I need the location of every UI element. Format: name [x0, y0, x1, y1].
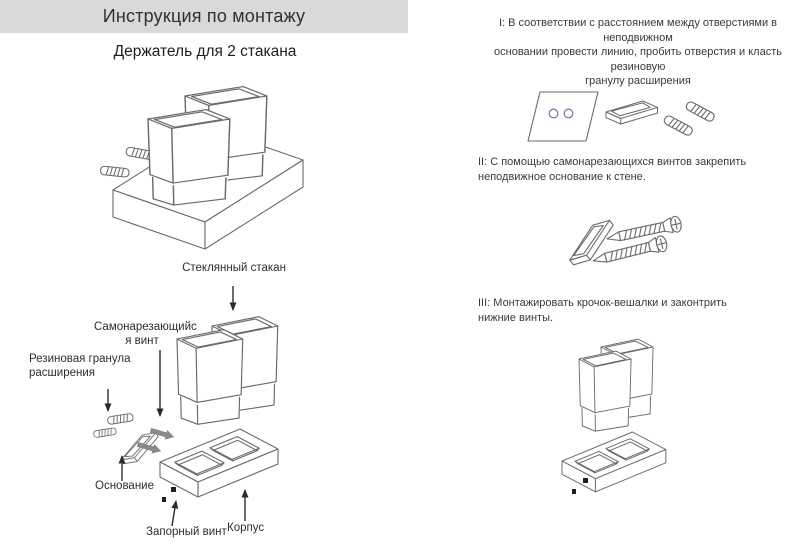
- header-bar: [0, 0, 408, 33]
- final-mounting-diagram: [540, 330, 760, 508]
- lock-screw-drawing: [162, 497, 166, 502]
- expansion-plug-drawing: [93, 413, 133, 438]
- glass-cup-front: [148, 110, 230, 206]
- label-body: Корпус: [227, 522, 265, 534]
- holder-body-drawing: [562, 432, 666, 492]
- holder-body-drawing: [160, 429, 278, 497]
- lock-screw-drawing: [171, 487, 176, 492]
- base-bracket-drawing: [562, 215, 621, 270]
- label-glass-cup: Стеклянный стакан: [182, 262, 286, 274]
- label-lock-screw: Запорный винт: [146, 526, 227, 538]
- drill-hole: [564, 109, 573, 118]
- label-rubber-plug: Резиновая гранула расширения: [29, 353, 131, 379]
- label-self-tapping-screw: Самонарезающийс я винт: [94, 321, 197, 347]
- lock-screw-drawing: [572, 489, 576, 494]
- page-title: Инструкция по монтажу: [102, 6, 306, 26]
- base-bracket-drawing: [606, 101, 658, 124]
- wall-drilling-diagram: [505, 84, 735, 146]
- label-base: Основание: [95, 480, 154, 492]
- step-1-text: I: В соответствии с расстоянием между отверстиями в неподвижном основании провести линию, пробить отверстия и класть резиновую гранулу расширения: [494, 17, 782, 87]
- product-title: Держатель для 2 стакана: [113, 43, 297, 60]
- step-3-text: III: Монтажировать крочок-вешалки и законтрить нижние винты.: [478, 297, 727, 324]
- lock-screw-drawing: [583, 478, 588, 483]
- step-2-text: II: С помощью самонарезающихся винтов закрепить неподвижное основание к стене.: [478, 156, 747, 183]
- exploded-diagram: [0, 253, 320, 543]
- expansion-plug-drawing: [663, 101, 716, 137]
- drill-hole: [549, 109, 558, 118]
- assembled-holder-drawing: [95, 72, 325, 250]
- screw-fixing-diagram: [548, 196, 694, 264]
- wall-panel-drawing: [528, 92, 598, 141]
- glass-cup-front: [579, 351, 631, 431]
